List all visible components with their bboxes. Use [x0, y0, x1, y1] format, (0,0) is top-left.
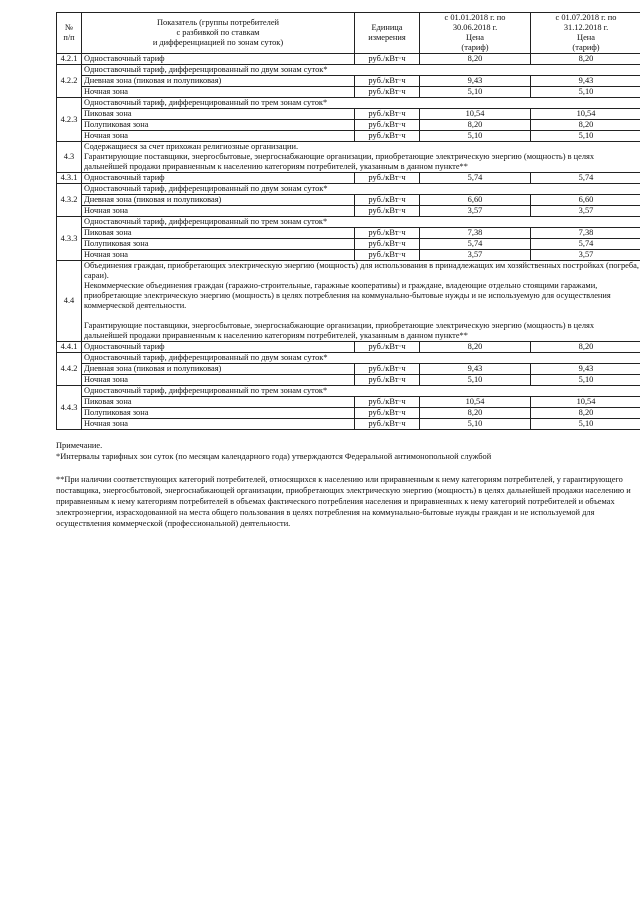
price-period-1: 8,20: [420, 408, 531, 419]
row-label: Дневная зона (пиковая и полупиковая): [82, 76, 355, 87]
table-row: [57, 250, 640, 261]
price-period-1: 5,10: [420, 375, 531, 386]
header-indicator: Показатель (группы потребителей с разбивкой по ставкам и дифференциацией по зонам суток): [82, 13, 355, 54]
row-subheading: Одноставочный тариф, дифференцированный по трем зонам суток*: [82, 98, 640, 109]
row-number: 4.2.3: [57, 98, 82, 142]
table-row: [57, 54, 640, 65]
row-unit: руб./кВт·ч: [355, 239, 420, 250]
row-number: 4.2.1: [57, 54, 82, 65]
row-label: Ночная зона: [82, 375, 355, 386]
price-period-1: 5,10: [420, 419, 531, 430]
row-label: Ночная зона: [82, 131, 355, 142]
price-period-2: 10,54: [531, 397, 640, 408]
header-period-1: с 01.01.2018 г. по 30.06.2018 г. Цена (тариф): [420, 13, 531, 54]
row-label: Ночная зона: [82, 419, 355, 430]
footnote-title: Примечание.: [56, 441, 103, 450]
row-label: Пиковая зона: [82, 397, 355, 408]
table-row: [57, 397, 640, 408]
row-unit: руб./кВт·ч: [355, 250, 420, 261]
price-period-2: 5,10: [531, 375, 640, 386]
tariff-document: [56, 12, 640, 529]
price-period-2: 6,60: [531, 195, 640, 206]
price-period-2: 9,43: [531, 364, 640, 375]
row-label: Одноставочный тариф: [82, 54, 355, 65]
price-period-2: 5,74: [531, 239, 640, 250]
price-period-1: 9,43: [420, 364, 531, 375]
tariff-table: [56, 12, 640, 430]
row-unit: руб./кВт·ч: [355, 375, 420, 386]
row-label: Пиковая зона: [82, 109, 355, 120]
table-row: [57, 375, 640, 386]
table-row: [57, 131, 640, 142]
price-period-1: 10,54: [420, 109, 531, 120]
table-row: [57, 76, 640, 87]
row-unit: руб./кВт·ч: [355, 131, 420, 142]
row-unit: руб./кВт·ч: [355, 228, 420, 239]
row-unit: руб./кВт·ч: [355, 364, 420, 375]
price-period-2: 3,57: [531, 250, 640, 261]
table-row: [57, 206, 640, 217]
price-period-2: 3,57: [531, 206, 640, 217]
table-row: [57, 342, 640, 353]
row-label: Ночная зона: [82, 206, 355, 217]
price-period-1: 8,20: [420, 120, 531, 131]
price-period-1: 5,74: [420, 173, 531, 184]
price-period-1: 5,10: [420, 87, 531, 98]
row-label: Полупиковая зона: [82, 408, 355, 419]
price-period-1: 8,20: [420, 342, 531, 353]
price-period-2: 9,43: [531, 76, 640, 87]
row-unit: руб./кВт·ч: [355, 206, 420, 217]
row-unit: руб./кВт·ч: [355, 342, 420, 353]
price-period-1: 6,60: [420, 195, 531, 206]
price-period-1: 3,57: [420, 250, 531, 261]
table-row: [57, 408, 640, 419]
category-text: Гарантирующие поставщики, энергосбытовые, энергоснабжающие организации, приобретающие электрическую энергию (мощность) в целях дальнейшей продажи приравненным к населению категориям потребителей, указанным в данном пункте**: [84, 152, 595, 171]
row-unit: руб./кВт·ч: [355, 109, 420, 120]
row-number: 4.3.1: [57, 173, 82, 184]
table-row: [57, 419, 640, 430]
row-number: 4.3.2: [57, 184, 82, 217]
row-label: Пиковая зона: [82, 228, 355, 239]
header-unit: Единица измерения: [355, 13, 420, 54]
row-unit: руб./кВт·ч: [355, 87, 420, 98]
price-period-2: 10,54: [531, 109, 640, 120]
row-unit: руб./кВт·ч: [355, 408, 420, 419]
row-unit: руб./кВт·ч: [355, 397, 420, 408]
row-label: Одноставочный тариф: [82, 173, 355, 184]
price-period-2: 5,74: [531, 173, 640, 184]
footnotes: [56, 440, 640, 529]
footnote-intervals: *Интервалы тарифных зон суток (по месяцам календарного года) утверждаются Федеральной антимонопольной службой: [56, 452, 492, 461]
row-unit: руб./кВт·ч: [355, 76, 420, 87]
row-number: 4.4.1: [57, 342, 82, 353]
table-row: [57, 261, 640, 342]
row-number: 4.2.2: [57, 65, 82, 98]
row-number: 4.3.3: [57, 217, 82, 261]
table-row: [57, 109, 640, 120]
row-subheading: Одноставочный тариф, дифференцированный по трем зонам суток*: [82, 386, 640, 397]
row-label: Ночная зона: [82, 250, 355, 261]
table-row: [57, 173, 640, 184]
row-unit: руб./кВт·ч: [355, 173, 420, 184]
price-period-2: 8,20: [531, 120, 640, 131]
table-row: [57, 120, 640, 131]
header-num: № п/п: [57, 13, 82, 54]
row-label: Полупиковая зона: [82, 120, 355, 131]
category-description: [82, 261, 640, 342]
row-number: 4.4: [57, 261, 82, 342]
row-subheading: Одноставочный тариф, дифференцированный по двум зонам суток*: [82, 65, 640, 76]
category-text: Гарантирующие поставщики, энергосбытовые, энергоснабжающие организации, приобретающие электрическую энергию (мощность) в целях дальнейшей продажи приравненным к населению категориям потребителей, указанным в данном пункте**: [84, 321, 595, 340]
price-period-2: 5,10: [531, 419, 640, 430]
table-row: [57, 195, 640, 206]
row-label: Дневная зона (пиковая и полупиковая): [82, 364, 355, 375]
table-row: [57, 239, 640, 250]
header-period-2: с 01.07.2018 г. по 31.12.2018 г. Цена (тариф): [531, 13, 640, 54]
price-period-2: 5,10: [531, 131, 640, 142]
price-period-2: 8,20: [531, 408, 640, 419]
price-period-2: 5,10: [531, 87, 640, 98]
table-header-row: [57, 13, 640, 54]
row-label: Дневная зона (пиковая и полупиковая): [82, 195, 355, 206]
table-row: [57, 142, 640, 173]
row-subheading: Одноставочный тариф, дифференцированный по трем зонам суток*: [82, 217, 640, 228]
price-period-1: 7,38: [420, 228, 531, 239]
price-period-2: 8,20: [531, 54, 640, 65]
row-unit: руб./кВт·ч: [355, 419, 420, 430]
row-label: Одноставочный тариф: [82, 342, 355, 353]
price-period-2: 8,20: [531, 342, 640, 353]
price-period-1: 8,20: [420, 54, 531, 65]
row-label: Полупиковая зона: [82, 239, 355, 250]
category-text: Некоммерческие объединения граждан (гаражно-строительные, гаражные кооперативы) и граждане, владеющие отдельно стоящими гаражами, приобретающие электрическую энергию (мощность) в целях потребления на коммунально-бытовые нужды и не используемую для осуществления коммерческой деятельности.: [84, 281, 611, 310]
category-text: Содержащиеся за счет прихожан религиозные организации.: [84, 142, 299, 151]
row-subheading: Одноставочный тариф, дифференцированный по двум зонам суток*: [82, 184, 640, 195]
table-row: [57, 65, 640, 76]
category-description: [82, 142, 640, 173]
row-label: Ночная зона: [82, 87, 355, 98]
price-period-1: 9,43: [420, 76, 531, 87]
row-unit: руб./кВт·ч: [355, 120, 420, 131]
price-period-1: 3,57: [420, 206, 531, 217]
row-number: 4.4.3: [57, 386, 82, 430]
category-text: Объединения граждан, приобретающих электрическую энергию (мощность) для использования в принадлежащих им хозяйственных постройках (погреба, сараи).: [84, 261, 639, 280]
table-row: [57, 184, 640, 195]
price-period-1: 5,10: [420, 131, 531, 142]
row-number: 4.3: [57, 142, 82, 173]
row-unit: руб./кВт·ч: [355, 195, 420, 206]
footnote-categories: **При наличии соответствующих категорий потребителей, относящихся к населению или приравненным к нему категориям потребителей, у гарантирующего поставщика, энергосбытовой, энергоснабжающей организации, приобретающих электрическую энергию (мощность) в целях дальнейшей продажи населению и приравненным к нему категориям потребителей в объемах фактического потребления населения и приравненных к нему категорий потребителей и объемах электроэнергии, израсходованной на места общего пользования в целях потребления на коммунально-бытовые нужды граждан и не используемой для осуществления коммерческой (профессиональной) деятельности.: [56, 475, 631, 528]
price-period-1: 5,74: [420, 239, 531, 250]
table-row: [57, 228, 640, 239]
price-period-2: 7,38: [531, 228, 640, 239]
price-period-1: 10,54: [420, 397, 531, 408]
table-row: [57, 217, 640, 228]
table-row: [57, 364, 640, 375]
table-row: [57, 98, 640, 109]
row-subheading: Одноставочный тариф, дифференцированный по двум зонам суток*: [82, 353, 640, 364]
row-number: 4.4.2: [57, 353, 82, 386]
row-unit: руб./кВт·ч: [355, 54, 420, 65]
table-row: [57, 353, 640, 364]
table-row: [57, 87, 640, 98]
table-row: [57, 386, 640, 397]
